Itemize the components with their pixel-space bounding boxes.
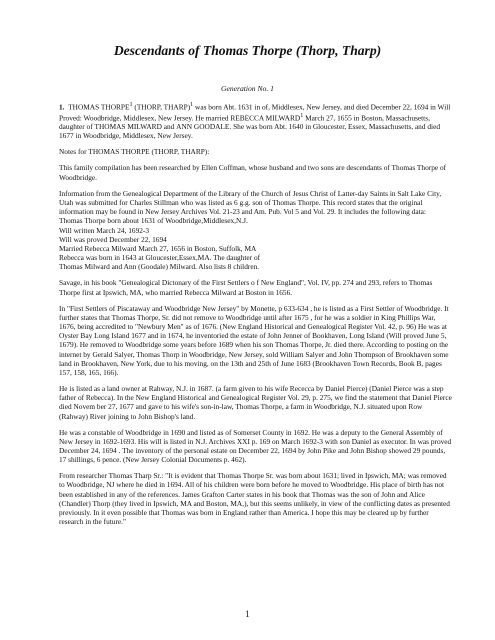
- mother-name: ANN GOODALE: [176, 122, 230, 132]
- note-paragraph: He is listed as a land owner at Rahway, N.J. in 1687. (a farm given to his wife Rececca by Daniel Pierce) (Daniel Pierce was a step father of Rebecca). In the New England Historical and Genealogical Register Vol. 29, p. 275, we find the statement that Daniel Pierce died Novem ber 27, 1677 and gave to his wife's son-in-law, Thomas Thorpe, a farm in Woodbridge, N.J. situated upon Row (Rahway) River joining to John Bishop's land.: [59, 383, 452, 421]
- generation-heading: Generation No. 1: [221, 84, 274, 93]
- page-number: 1: [245, 609, 250, 619]
- note-paragraph: From researcher Thomas Tharp Sr.: "It is evident that Thomas Thorpe Sr. was born about 1631; lived in Ipswich, MA; was removed to Woodbridge, NJ where he died in 1694. All of his children were born before he moved to Woodbridge. His place of birth has not been established in any of the references. James Grafton Carter states in his book that Thomas was the son of John and Alice (Chandler) Thorp (they lived in Ipswich, MA and Boston, MA,), but this seems unlikely, in view of the conflicting dates as presented previously. In it even possible that Thomas was born in England rather than America. I hope this may be cleared up by further research in the future.": [59, 471, 450, 527]
- entry-text: was born Abt. 1631 in of, Middlesex, New Jersey, and died December 22, 1694 in Will Proved: Woodbridge, Middlesex, New Jersey. He married: [59, 102, 451, 123]
- entry-text: . She was born Abt. 1640 in Gloucester, Essex, Massachusetts, and died 1677 in Woodbridge, Middlesex, New Jersey.: [59, 122, 441, 141]
- person-aliases: (THORP, THARP): [134, 102, 191, 112]
- footnote-ref: 1: [129, 102, 133, 108]
- entry-paragraph: [59, 101, 453, 141]
- page-title: Descendants of Thomas Thorpe (Thorp, Tharp): [113, 43, 382, 58]
- entry-text: and: [161, 122, 177, 132]
- father-name: THOMAS MILWARD: [94, 122, 162, 132]
- footnote-ref: 1: [300, 112, 304, 119]
- note-paragraph: Information from the Genealogical Department of the Library of the Church of Jesus Christ of Latter-day Saints in Salt Lake City, Utah was submitted for Charles Stillman who was listed as 6 g.g. son of Thomas Thorpe. This record states that the original information may be found in New Jersey Archives Vol. 21-23 and Am. Pub. Vol 5 and Vol. 29. It includes the following data: Thomas Thorpe born about 1631 of Woodbridge,Middlesex,N.J. Will written March 24, 1692-3 Will was proved December 22, 1694 Married Rebecca Milward March 27, 1656 in Boston, Suffolk, MA Rebecca was born in 1643 at Gloucester,Essex,MA. The daughter of Thomas Milward and Ann (Goodale) Milward. Also lists 8 children.: [59, 188, 442, 272]
- note-paragraph: Savage, in his book "Genealogical Dictonary of the First Settlers o f New England", Vol. IV, pp. 274 and 293, refers to Thomas Thorpe first at Ipswich, MA, who married Rebecca Milward at Boston in 1656.: [59, 278, 433, 297]
- entry-text: March 27, 1655 in Boston, Massachusetts, daughter of: [59, 113, 430, 132]
- footnote-ref: 1: [190, 102, 194, 108]
- document-body: [59, 101, 453, 533]
- note-paragraph: This family compilation has been researched by Ellen Coffman, whose husband and two sons are descendants of Thomas Thorpe of Woodbridge.: [59, 163, 447, 182]
- spouse-name: REBECCA MILWARD: [230, 113, 301, 123]
- notes-heading: Notes for THOMAS THORPE (THORP, THARP):: [59, 147, 210, 157]
- entry-number: 1.: [59, 102, 65, 112]
- person-name: THOMAS THORPE: [68, 102, 130, 112]
- note-paragraph: He was a constable of Woodbridge in 1690 and listed as of Somerset County in 1692. He was a deputy to the General Assembly of New Jersey in 1692-1693. His will is listed in N.J. Archives XXI p. 169 on March 1692-3 with son Daniel as executor. In was proved December 24, 1694 . The inventory of the personal estate on December 22, 1694 by John Pike and John Bishop showed 29 pounds, 17 shillings, 6 pence. (New Jersey Colonial Documents p. 462).: [59, 427, 452, 465]
- note-paragraph: In "First Settlers of Piscataway and Woodbridge New Jersey" by Monette, p 633-634 , he is listed as a First Settler of Woodbridge. It further states that Thomas Thorpe, Sr. did not remove to Woodbridge until after 1675 , for he was a soldier in King Phillips War, 1676, being accredited to "Newbury Men" as of 1676. (New England Historical and Genealogical Register Vol. 42, p. 96) He was at Oyster Bay Long Island 1677 and in 1674, he inventoried the estate of John Jenner of Bookhaven, Long Island (Will proved June 5, 1679). He removed to Woodbridge some years before 1689 when his son Thomas Thorpe, Jr. died there. According to posting on the internet by Gerald Salyer, Thomas Thorp in Woodbridge, New Jersey, sold William Salyer and John Thompson of Brookhaven some land in Brookhaven, New York, due to his moving, on the 13th and 25th of June 1683 (Brookhaven Town Records, Book B, pages 157, 158, 165, 166).: [59, 303, 449, 377]
